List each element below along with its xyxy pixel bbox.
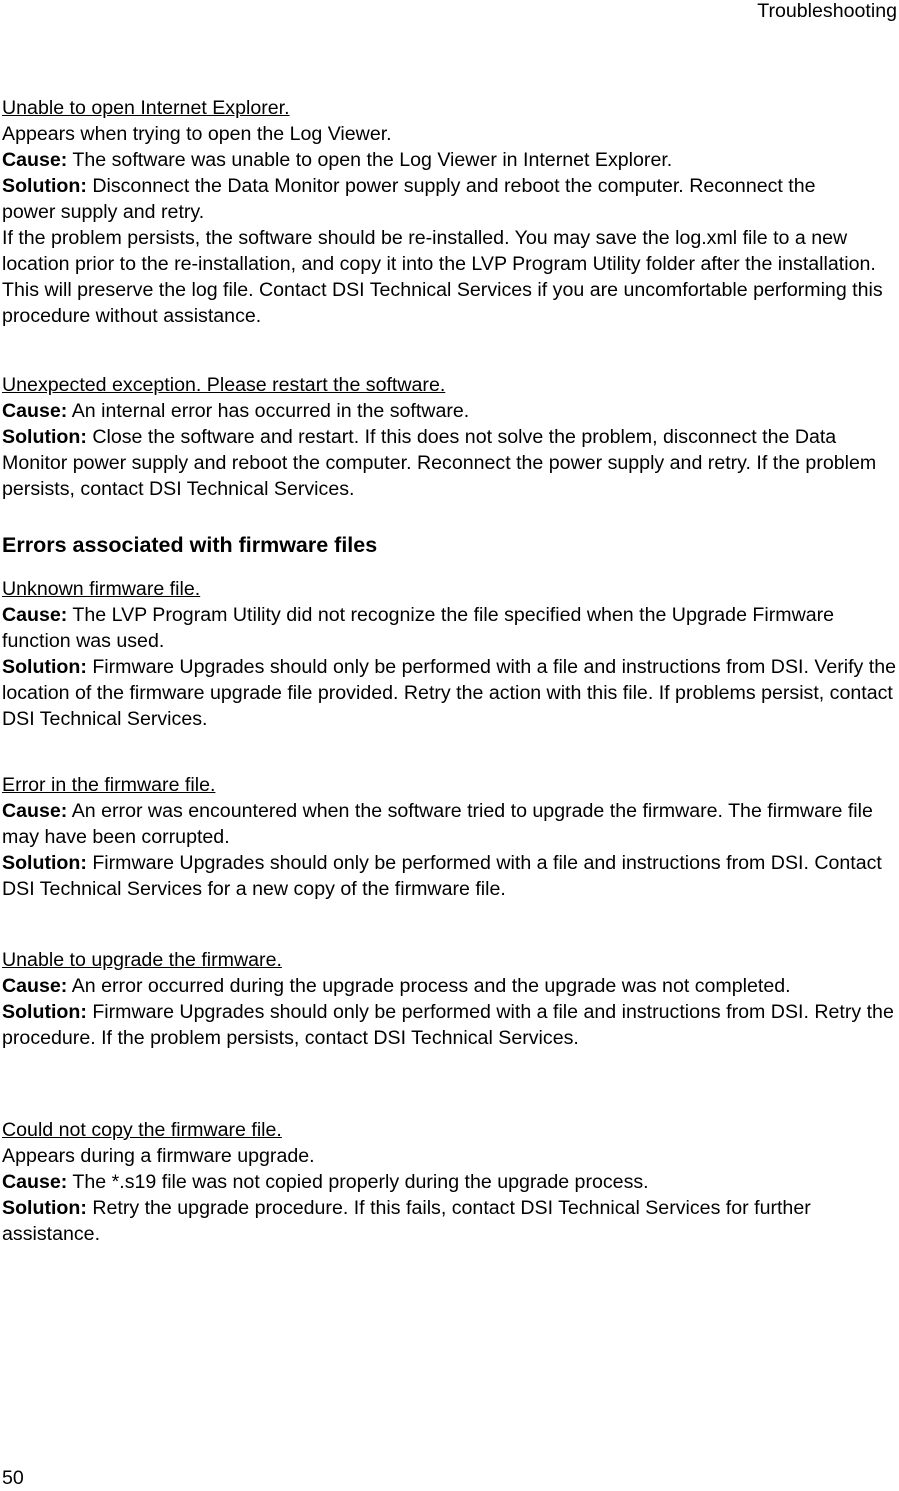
cause-text: An internal error has occurred in the software. — [67, 400, 470, 422]
entry-title: Unknown firmware file. — [2, 578, 201, 600]
entry-cause — [2, 798, 899, 850]
entry-unexpected-exception — [2, 372, 899, 502]
entry-extra: If the problem persists, the software should be re-installed. You may save the log.xml file to a new location prior to the re-installation, and copy it into the LVP Program Utility folder after the installation. This will preserve the log file. Contact DSI Technical Services if you are uncomfortable performing this procedure without assistance. — [2, 227, 883, 327]
solution-label: Solution: — [2, 426, 87, 448]
solution-text: Firmware Upgrades should only be performed with a file and instructions from DSI. Contact DSI Technical Services for a new copy of the firmware file. — [2, 852, 882, 900]
solution-text: Close the software and restart. If this does not solve the problem, disconnect the Data Monitor power supply and reboot the computer. Reconnect the power supply and retry. If the problem persists, contact DSI Technical Services. — [2, 426, 877, 500]
solution-text: Disconnect the Data Monitor power supply and reboot the computer. Reconnect the power supply and retry. — [2, 175, 816, 223]
cause-label: Cause: — [2, 975, 68, 997]
entry-intro: Appears when trying to open the Log Viewer. — [2, 123, 392, 145]
entry-title: Unable to open Internet Explorer. — [2, 97, 290, 119]
page-number: 50 — [2, 1467, 24, 1489]
solution-label: Solution: — [2, 1197, 87, 1219]
solution-label: Solution: — [2, 1001, 87, 1023]
entry-title: Unexpected exception. Please restart the software. — [2, 374, 446, 396]
solution-text: Firmware Upgrades should only be performed with a file and instructions from DSI. Verify the location of the firmware upgrade file provided. Retry the action with this file. If problems persist, contact DSI Technical Services. — [2, 656, 897, 730]
cause-label: Cause: — [2, 400, 68, 422]
cause-text: An error occurred during the upgrade process and the upgrade was not completed. — [67, 975, 791, 997]
solution-text: Firmware Upgrades should only be performed with a file and instructions from DSI. Retry the procedure. If the problem persists, contact DSI Technical Services. — [2, 1001, 894, 1049]
solution-label: Solution: — [2, 175, 87, 197]
entry-cause — [2, 147, 899, 173]
entry-cause — [2, 398, 899, 424]
cause-label: Cause: — [2, 604, 68, 626]
entry-solution — [2, 1195, 899, 1247]
entry-solution — [2, 424, 899, 502]
entry-could-not-copy — [2, 1117, 899, 1247]
cause-label: Cause: — [2, 800, 68, 822]
cause-text: The software was unable to open the Log Viewer in Internet Explorer. — [67, 149, 673, 171]
entry-solution — [2, 850, 899, 902]
entry-unable-upgrade — [2, 947, 899, 1051]
entry-solution — [2, 999, 899, 1051]
solution-label: Solution: — [2, 656, 87, 678]
entry-error-firmware-file — [2, 772, 899, 902]
solution-label: Solution: — [2, 852, 87, 874]
solution-text: Retry the upgrade procedure. If this fails, contact DSI Technical Services for further assistance. — [2, 1197, 811, 1245]
page-header: Troubleshooting — [757, 0, 897, 22]
entry-title: Could not copy the firmware file. — [2, 1119, 282, 1141]
cause-label: Cause: — [2, 149, 68, 171]
entry-cause — [2, 602, 899, 654]
cause-text: The LVP Program Utility did not recognize the file specified when the Upgrade Firmware function was used. — [2, 604, 835, 652]
entry-solution — [2, 654, 899, 732]
entry-cause — [2, 1169, 899, 1195]
entry-title: Unable to upgrade the firmware. — [2, 949, 282, 971]
entry-title: Error in the firmware file. — [2, 774, 216, 796]
cause-text: The *.s19 file was not copied properly during the upgrade process. — [67, 1171, 649, 1193]
entry-unable-open-ie — [2, 95, 899, 329]
entry-cause — [2, 973, 822, 999]
entry-intro: Appears during a firmware upgrade. — [2, 1145, 315, 1167]
cause-text: An error was encountered when the software tried to upgrade the firmware. The firmware file may have been corrupted. — [2, 800, 873, 848]
cause-label: Cause: — [2, 1171, 68, 1193]
entry-unknown-firmware — [2, 576, 899, 732]
section-heading: Errors associated with firmware files — [2, 533, 378, 557]
entry-solution — [2, 173, 822, 225]
